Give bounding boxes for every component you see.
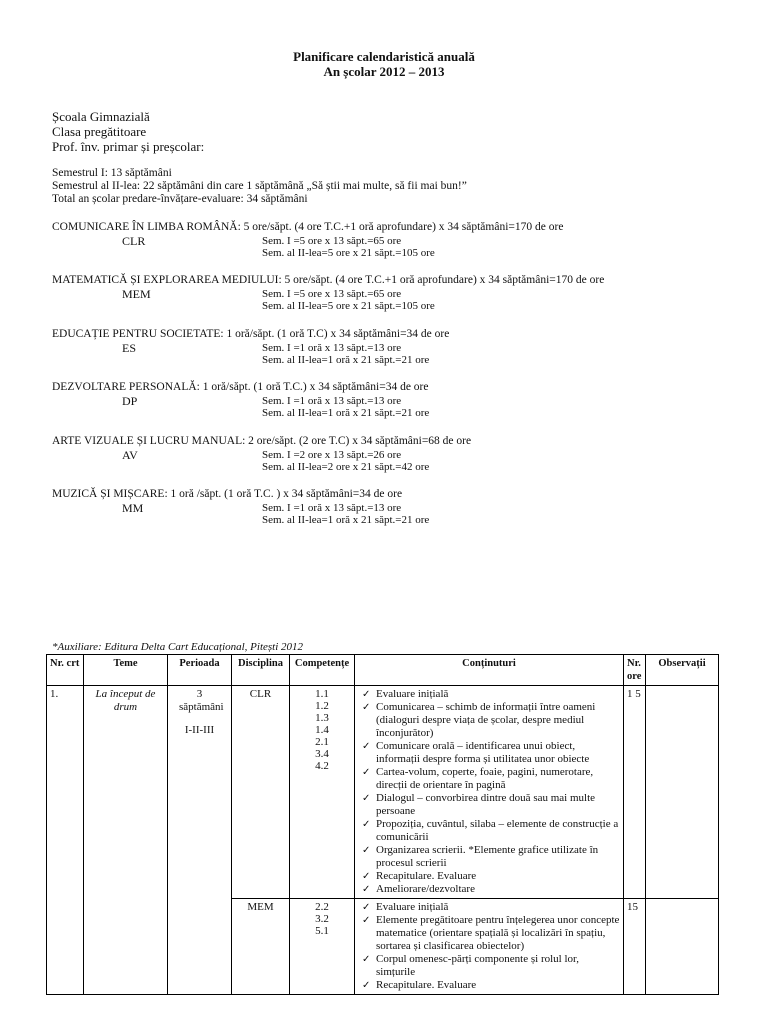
subject-sem1: Sem. I =1 oră x 13 săpt.=13 ore	[262, 395, 402, 407]
content-item: ✓ Ameliorare/dezvoltare	[358, 883, 620, 896]
subject-line: MATEMATICĂ ȘI EXPLORAREA MEDIULUI: 5 ore/săpt. (4 ore T.C.+1 oră aprofundare) x 34 săptămâni=170 de ore	[52, 274, 605, 286]
content-item: ✓ Organizarea scrierii. *Elemente grafice utilizate în procesul scrierii	[358, 844, 620, 870]
content-item: ✓ Cartea-volum, coperte, foaie, pagini, numerotare, direcții de orientare în pagină	[358, 766, 620, 792]
cell-perioada	[168, 686, 232, 995]
subject-sem1: Sem. I =1 oră x 13 săpt.=13 ore	[262, 342, 402, 354]
content-item: ✓ Corpul omenesc-părți componente și rolul lor, simțurile	[358, 953, 620, 979]
content-item: ✓ Evaluare inițială	[358, 901, 620, 914]
subject-sem1: Sem. I =5 ore x 13 săpt.=65 ore	[262, 288, 402, 300]
subject-sem2: Sem. al II-lea=5 ore x 21 săpt.=105 ore	[262, 300, 435, 312]
total-info: Total an școlar predare-învățare-evaluare: 34 săptămâni	[52, 193, 308, 205]
subject-abbr: ES	[122, 341, 137, 355]
cell-observatii	[646, 899, 719, 995]
subject-sem1: Sem. I =2 ore x 13 săpt.=26 ore	[262, 449, 402, 461]
cell-competente: 1.1 1.2 1.3 1.4 2.1 3.4 4.2	[290, 686, 355, 899]
subject-line: EDUCAȚIE PENTRU SOCIETATE: 1 oră/săpt. (1 oră T.C) x 34 săptămâni=34 de ore	[52, 328, 450, 340]
header-observatii: Observații	[646, 655, 719, 686]
header-perioada: Perioada	[168, 655, 232, 686]
cell-observatii	[646, 686, 719, 899]
planning-table	[46, 654, 719, 995]
subject-sem2: Sem. al II-lea=1 oră x 21 săpt.=21 ore	[262, 354, 430, 366]
perioada-duration: 3 săptămâni	[179, 688, 224, 713]
header-continuturi: Conținuturi	[355, 655, 624, 686]
subject-abbr: DP	[122, 394, 138, 408]
subject-line: ARTE VIZUALE ȘI LUCRU MANUAL: 2 ore/săpt. (2 ore T.C) x 34 săptămâni=68 de ore	[52, 435, 472, 447]
subject-abbr: AV	[122, 448, 138, 462]
class-name: Clasa pregătitoare	[52, 124, 147, 139]
subject-abbr: MM	[122, 501, 144, 515]
cell-continuturi	[355, 899, 624, 995]
content-item: ✓ Comunicare orală – identificarea unui obiect, informații despre forma și utilitatea unor obiecte	[358, 740, 620, 766]
doc-subtitle: An școlar 2012 – 2013	[323, 64, 445, 79]
content-item: ✓ Elemente pregătitoare pentru înțelegerea unor concepte matematice (orientare spațială și localizări în spațiu, sortarea și clasificarea obiectelor)	[358, 914, 620, 953]
subject-line: COMUNICARE ÎN LIMBA ROMÂNĂ: 5 ore/săpt. (4 ore T.C.+1 oră aprofundare) x 34 săptămâni=170 de ore	[52, 221, 564, 233]
subject-sem1: Sem. I =1 oră x 13 săpt.=13 ore	[262, 502, 402, 514]
cell-competente: 2.2 3.2 5.1	[290, 899, 355, 995]
sem1-info: Semestrul I: 13 săptămâni	[52, 167, 172, 179]
prof-name: Prof. înv. primar și preșcolar:	[52, 139, 205, 154]
content-item: ✓ Propoziția, cuvântul, silaba – elemente de construcție a comunicării	[358, 818, 620, 844]
doc-title: Planificare calendaristică anuală	[293, 49, 475, 64]
content-item: ✓ Recapitulare. Evaluare	[358, 979, 620, 992]
auxiliary-note: *Auxiliare: Editura Delta Cart Educațional, Pitești 2012	[52, 641, 304, 653]
content-list	[358, 688, 620, 896]
school-name: Școala Gimnazială	[52, 109, 150, 124]
subject-abbr: CLR	[122, 234, 146, 248]
cell-disciplina: MEM	[232, 899, 290, 995]
table-header-row	[47, 655, 719, 686]
subject-sem1: Sem. I =5 ore x 13 săpt.=65 ore	[262, 235, 402, 247]
sem2-info: Semestrul al II-lea: 22 săptămâni din care 1 săptămână „Să știi mai multe, să fii mai bun!”	[52, 180, 467, 192]
content-item: ✓ Evaluare inițială	[358, 688, 620, 701]
header-ore: Nr. ore	[624, 655, 646, 686]
content-item: ✓ Comunicarea – schimb de informații între oameni (dialoguri despre viața de școlar, despre mediul înconjurător)	[358, 701, 620, 740]
subject-line: MUZICĂ ȘI MIȘCARE: 1 oră /săpt. (1 oră T.C. ) x 34 săptămâni=34 de ore	[52, 488, 403, 500]
content-item: ✓ Dialogul – convorbirea dintre două sau mai multe persoane	[358, 792, 620, 818]
subject-sem2: Sem. al II-lea=5 ore x 21 săpt.=105 ore	[262, 247, 435, 259]
perioada-weeks: I-II-III	[184, 724, 215, 736]
subject-sem2: Sem. al II-lea=1 oră x 21 săpt.=21 ore	[262, 407, 430, 419]
cell-tema: La început de drum	[84, 686, 168, 995]
subject-sem2: Sem. al II-lea=2 ore x 21 săpt.=42 ore	[262, 461, 430, 473]
cell-disciplina: CLR	[232, 686, 290, 899]
subject-abbr: MEM	[122, 287, 151, 301]
subject-line: DEZVOLTARE PERSONALĂ: 1 oră/săpt. (1 oră T.C.) x 34 săptămâni=34 de ore	[52, 381, 429, 393]
content-item: ✓ Recapitulare. Evaluare	[358, 870, 620, 883]
table-row	[47, 686, 719, 899]
header-competente: Competențe	[290, 655, 355, 686]
cell-continuturi	[355, 686, 624, 899]
header-disciplina: Disciplina	[232, 655, 290, 686]
cell-ore: 15	[624, 899, 646, 995]
header-nr: Nr. crt	[47, 655, 84, 686]
cell-nr: 1.	[47, 686, 84, 995]
content-list	[358, 901, 620, 992]
cell-ore: 1 5	[624, 686, 646, 899]
header-teme: Teme	[84, 655, 168, 686]
subject-sem2: Sem. al II-lea=1 oră x 21 săpt.=21 ore	[262, 514, 430, 526]
